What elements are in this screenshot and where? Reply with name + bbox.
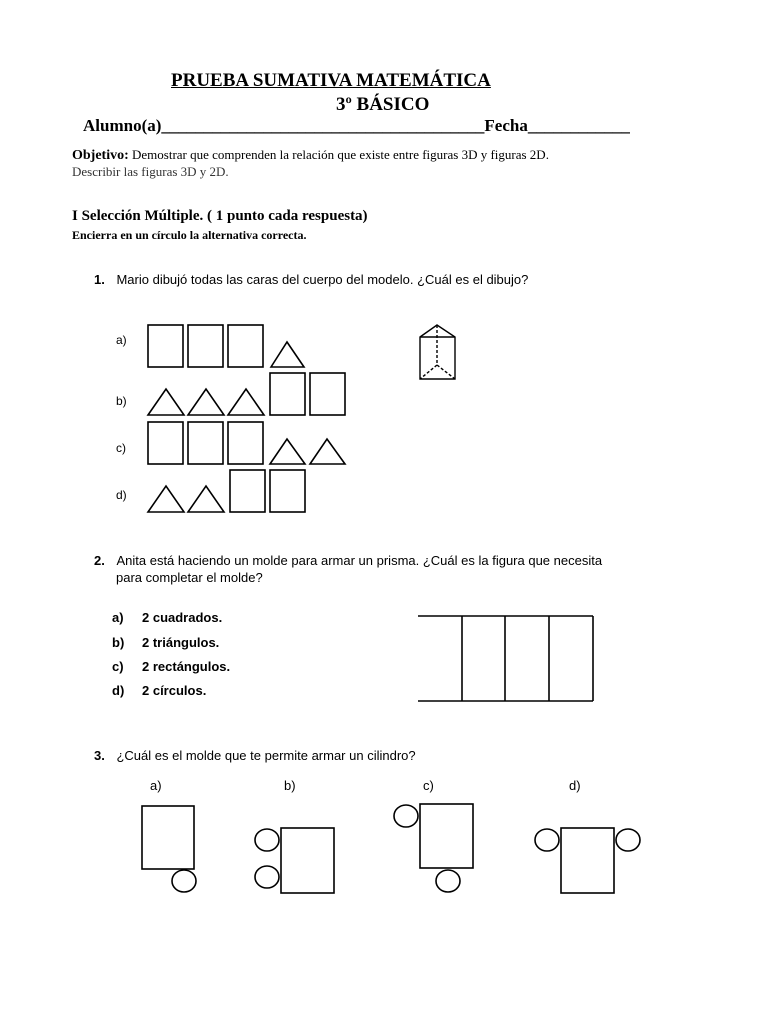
objective-label: Objetivo: bbox=[72, 148, 129, 163]
question-1-text: Mario dibujó todas las caras del cuerpo del modelo. ¿Cuál es el dibujo? bbox=[116, 272, 529, 287]
q1-option-b-shapes bbox=[148, 373, 345, 415]
question-1-number: 1. bbox=[94, 272, 105, 287]
q1-option-d-shapes bbox=[148, 470, 305, 512]
square-shape bbox=[310, 373, 345, 415]
q2-option-c-text: 2 rectángulos. bbox=[142, 659, 231, 674]
triangular-prism-icon bbox=[420, 325, 455, 379]
q2-option-b-text: 2 triángulos. bbox=[142, 635, 220, 650]
question-2-number: 2. bbox=[94, 553, 105, 568]
triangle-shape bbox=[270, 439, 305, 464]
q3-option-b[interactable]: b) bbox=[284, 778, 296, 793]
date-blank[interactable]: ____________ bbox=[527, 116, 630, 135]
grade-subtitle: 3º BÁSICO bbox=[336, 94, 430, 115]
q3-option-d[interactable]: d) bbox=[569, 778, 581, 793]
square-shape bbox=[228, 422, 263, 464]
cylinder-net-a-icon bbox=[142, 806, 196, 892]
q2-option-b-letter: b) bbox=[112, 635, 125, 650]
triangle-shape bbox=[188, 486, 224, 512]
cylinder-net-d-icon bbox=[535, 828, 640, 893]
square-shape bbox=[228, 325, 263, 367]
question-3-text: ¿Cuál es el molde que te permite armar un cilindro? bbox=[116, 748, 416, 763]
q1-option-c[interactable]: c) bbox=[116, 441, 126, 455]
q2-option-a-letter: a) bbox=[112, 610, 124, 625]
triangle-shape bbox=[271, 342, 304, 367]
objective-text: Demostrar que comprenden la relación que existe entre figuras 3D y figuras 2D. bbox=[128, 147, 549, 162]
triangle-shape bbox=[310, 439, 345, 464]
square-shape bbox=[270, 373, 305, 415]
square-shape bbox=[188, 325, 223, 367]
student-name-blank[interactable]: ______________________________________ bbox=[161, 116, 485, 135]
triangle-shape bbox=[148, 486, 184, 512]
q1-option-a-shapes bbox=[148, 325, 304, 367]
student-label: Alumno(a) bbox=[83, 116, 162, 135]
objective-text-2: Describir las figuras 3D y 2D. bbox=[72, 164, 229, 179]
triangle-shape bbox=[188, 389, 224, 415]
q2-option-d-text: 2 círculos. bbox=[142, 683, 207, 698]
q3-option-c[interactable]: c) bbox=[423, 778, 434, 793]
section-instruction: Encierra en un círculo la alternativa correcta. bbox=[72, 228, 307, 242]
q2-option-c-letter: c) bbox=[112, 659, 124, 674]
square-shape bbox=[270, 470, 305, 512]
q1-option-b[interactable]: b) bbox=[116, 394, 127, 408]
square-shape bbox=[188, 422, 223, 464]
triangle-shape bbox=[228, 389, 264, 415]
triangle-shape bbox=[148, 389, 184, 415]
square-shape bbox=[230, 470, 265, 512]
prism-net-icon bbox=[418, 616, 593, 701]
q3-option-a[interactable]: a) bbox=[150, 778, 162, 793]
cylinder-net-b-icon bbox=[255, 828, 334, 893]
q1-option-d[interactable]: d) bbox=[116, 488, 127, 502]
section-title: I Selección Múltiple. ( 1 punto cada respuesta) bbox=[72, 208, 368, 224]
q2-option-d-letter: d) bbox=[112, 683, 125, 698]
question-2-text-2: para completar el molde? bbox=[116, 570, 263, 585]
page-title: PRUEBA SUMATIVA MATEMÁTICA bbox=[171, 70, 491, 91]
cylinder-net-c-icon bbox=[394, 804, 473, 892]
q1-option-a[interactable]: a) bbox=[116, 333, 127, 347]
square-shape bbox=[148, 422, 183, 464]
question-3-number: 3. bbox=[94, 748, 105, 763]
q1-option-c-shapes bbox=[148, 422, 345, 464]
question-2-text: Anita está haciendo un molde para armar un prisma. ¿Cuál es la figura que necesita bbox=[116, 553, 603, 568]
square-shape bbox=[148, 325, 183, 367]
date-label: Fecha bbox=[484, 116, 528, 135]
q2-option-a-text: 2 cuadrados. bbox=[142, 610, 223, 625]
